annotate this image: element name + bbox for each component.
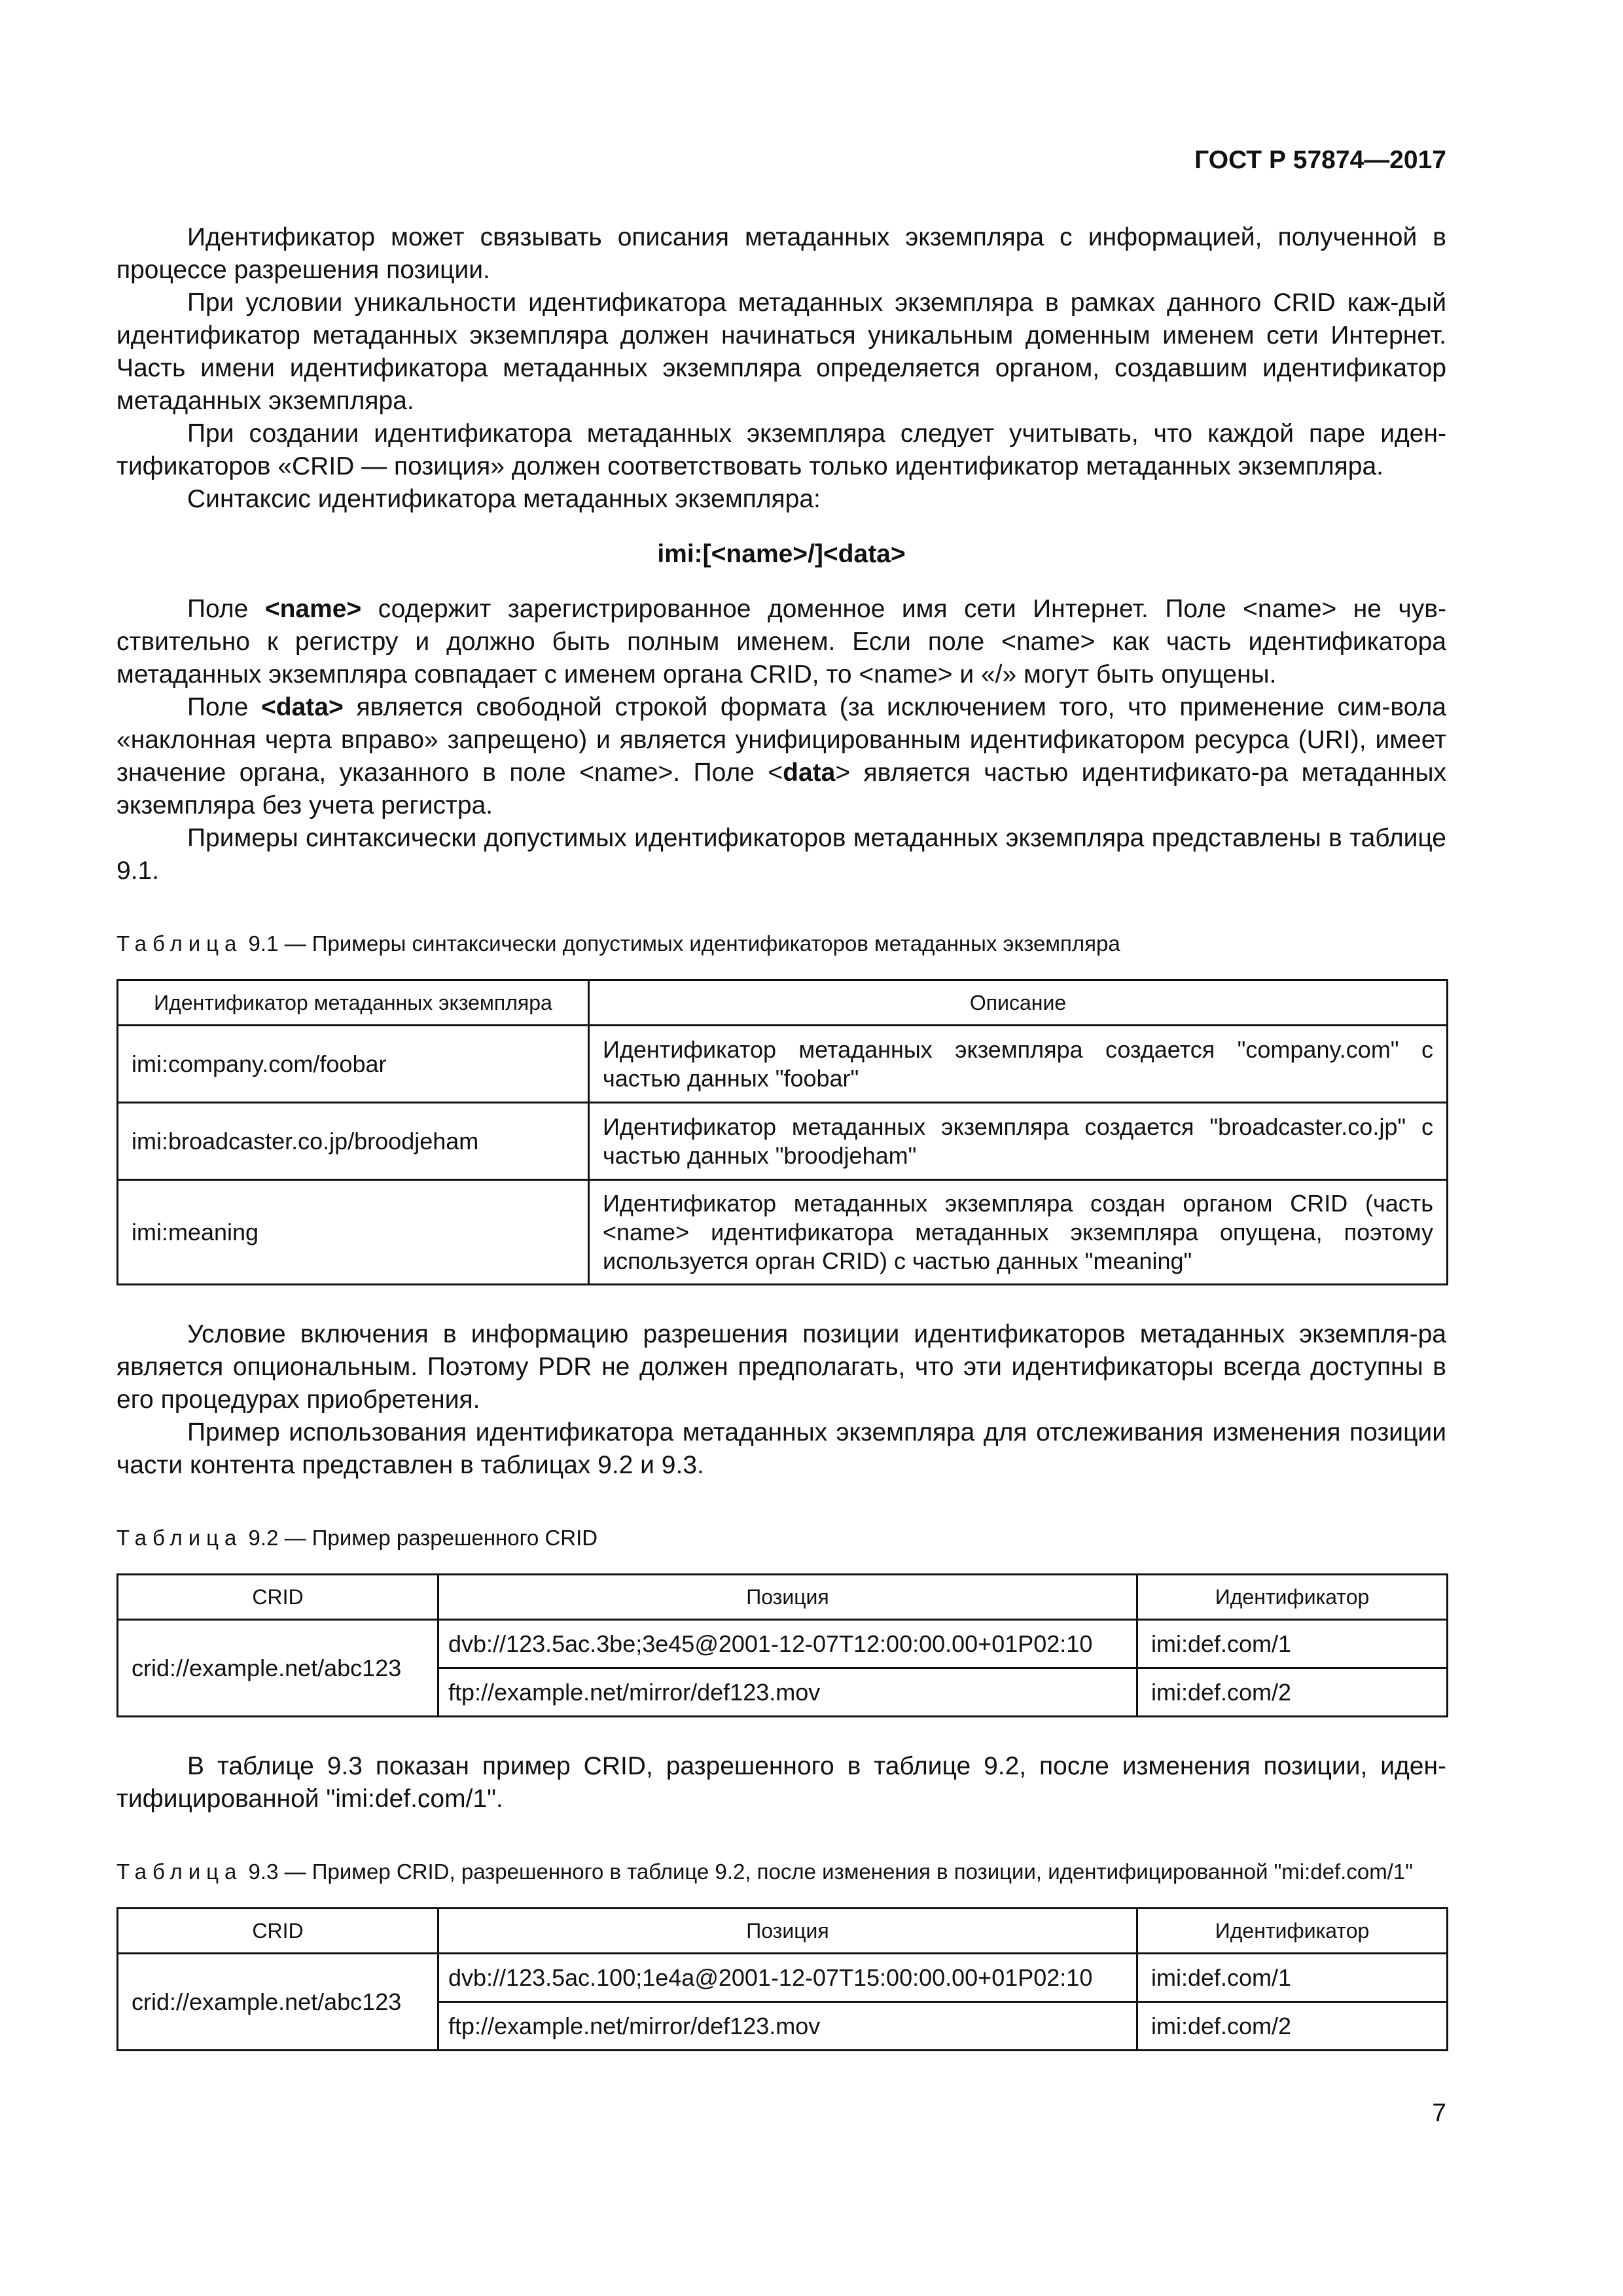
table-cell: imi:def.com/1: [1137, 1954, 1448, 2002]
table-row: [118, 1954, 1448, 2002]
document-code-header: ГОСТ Р 57874—2017: [1194, 146, 1446, 174]
column-header: CRID: [118, 1909, 438, 1954]
field-data-bold: <data>: [261, 693, 344, 721]
syntax-formula: imi:[<name>/]<data>: [657, 540, 906, 568]
paragraph: При создании идентификатора метаданных экземпляра следует учитывать, что каждой паре иден-тификаторов «CRID — позиция» должен соответствовать только идентификатор метаданных экземпляра.: [116, 420, 1446, 480]
table-9-2: [116, 1573, 1448, 1717]
caption-label: Таблица: [116, 931, 243, 956]
table-cell: dvb://123.5ac.3be;3e45@2001-12-07T12:00:00.00+01P02:10: [438, 1620, 1137, 1668]
page-number: 7: [1432, 2099, 1446, 2127]
paragraph: Пример использования идентификатора метаданных экземпляра для отслеживания изменения позиции части контента представлен в таблицах 9.2 и 9.3.: [116, 1418, 1446, 1479]
text-run: > является частью идентификато-ра метаданных экземпляра без учета регистра.: [116, 759, 1446, 819]
table-cell: ftp://example.net/mirror/def123.mov: [438, 1668, 1137, 1717]
table-row: [118, 1620, 1448, 1668]
caption-text: 9.2 — Пример разрешенного CRID: [242, 1526, 598, 1550]
table-9-3: [116, 1907, 1448, 2051]
caption-label: Таблица: [116, 1859, 243, 1884]
table-cell-crid: crid://example.net/abc123: [118, 1620, 438, 1717]
table-cell: imi:def.com/2: [1137, 1668, 1448, 1717]
caption-text: 9.1 — Примеры синтаксически допустимых идентификаторов метаданных экземпляра: [242, 931, 1120, 956]
paragraph: При условии уникальности идентификатора метаданных экземпляра в рамках данного CRID каж-дый идентификатор метаданных экземпляра должен начинаться уникальным доменным именем сети Интернет. Часть имени идентификатора метаданных экземпляра определяется органом, создавшим идентификатор метаданных экземпляра.: [116, 289, 1446, 415]
table-caption: [116, 1524, 1446, 1552]
table-row: [118, 1103, 1448, 1180]
table-cell: imi:broadcaster.co.jp/broodjeham: [118, 1103, 589, 1180]
table-cell: imi:meaning: [118, 1180, 589, 1285]
field-data-bold-2: data: [783, 759, 836, 787]
column-header: Позиция: [438, 1909, 1137, 1954]
table-row: [118, 1180, 1448, 1285]
table-cell: dvb://123.5ac.100;1e4a@2001-12-07T15:00:00.00+01P02:10: [438, 1954, 1137, 2002]
table-header-row: [118, 1909, 1448, 1954]
paragraph-data-field: [116, 691, 1446, 822]
table-caption: [116, 929, 1446, 958]
text-run: является свободной строкой формата (за исключением того, что применение сим-вола «наклонная черта вправо» запрещено) и является унифицированным идентификатором ресурса (URI), имеет значение органа, указанного в поле <name>. Поле <: [116, 693, 1446, 787]
table-cell: imi:def.com/2: [1137, 2002, 1448, 2051]
field-name-bold: <name>: [264, 595, 362, 623]
caption-text: 9.3 — Пример CRID, разрешенного в таблице 9.2, после изменения в позиции, идентифицированной "mi:def.com/1": [242, 1859, 1413, 1884]
paragraph: Синтаксис идентификатора метаданных экземпляра:: [187, 485, 821, 513]
table-cell: imi:def.com/1: [1137, 1620, 1448, 1668]
column-header: Описание: [589, 980, 1448, 1026]
paragraph: Примеры синтаксически допустимых идентификаторов метаданных экземпляра представлены в таблице 9.1.: [116, 824, 1446, 885]
text-run: содержит зарегистрированное доменное имя сети Интернет. Поле <name> не чув-ствительно к регистру и должно быть полным именем. Если поле <name> как часть идентификатора метаданных экземпляра совпадает с именем органа CRID, то <name> и «/» могут быть опущены.: [116, 595, 1446, 689]
table-cell: Идентификатор метаданных экземпляра создается "company.com" с частью данных "foobar": [589, 1026, 1448, 1103]
paragraph-name-field: [116, 593, 1446, 691]
table-cell: Идентификатор метаданных экземпляра создается "broadcaster.co.jp" с частью данных "broodjeham": [589, 1103, 1448, 1180]
table-cell: imi:company.com/foobar: [118, 1026, 589, 1103]
paragraph: В таблице 9.3 показан пример CRID, разрешенного в таблице 9.2, после изменения позиции, иден-тифицированной "imi:def.com/1".: [116, 1752, 1446, 1813]
paragraph: Идентификатор может связывать описания метаданных экземпляра с информацией, полученной в процессе разрешения позиции.: [116, 223, 1446, 284]
text-run: Поле: [187, 693, 261, 721]
table-header-row: [118, 1575, 1448, 1620]
table-cell: ftp://example.net/mirror/def123.mov: [438, 2002, 1137, 2051]
table-row: [118, 1026, 1448, 1103]
column-header: Позиция: [438, 1575, 1137, 1620]
table-cell-crid: crid://example.net/abc123: [118, 1954, 438, 2051]
column-header: Идентификатор: [1137, 1575, 1448, 1620]
column-header: CRID: [118, 1575, 438, 1620]
table-9-1: [116, 979, 1448, 1285]
table-header-row: [118, 980, 1448, 1026]
table-caption: [116, 1857, 1446, 1886]
paragraph: Условие включения в информацию разрешения позиции идентификаторов метаданных экземпля-ра является опциональным. Поэтому PDR не должен предполагать, что эти идентификаторы всегда доступны в его процедурах приобретения.: [116, 1320, 1446, 1414]
caption-label: Таблица: [116, 1526, 243, 1550]
document-body: [116, 221, 1446, 2084]
column-header: Идентификатор метаданных экземпляра: [118, 980, 589, 1026]
column-header: Идентификатор: [1137, 1909, 1448, 1954]
text-run: Поле: [187, 595, 265, 623]
table-cell: Идентификатор метаданных экземпляра создан органом CRID (часть <name> идентификатора метаданных экземпляра опущена, поэтому используется орган CRID) с частью данных "meaning": [589, 1180, 1448, 1285]
